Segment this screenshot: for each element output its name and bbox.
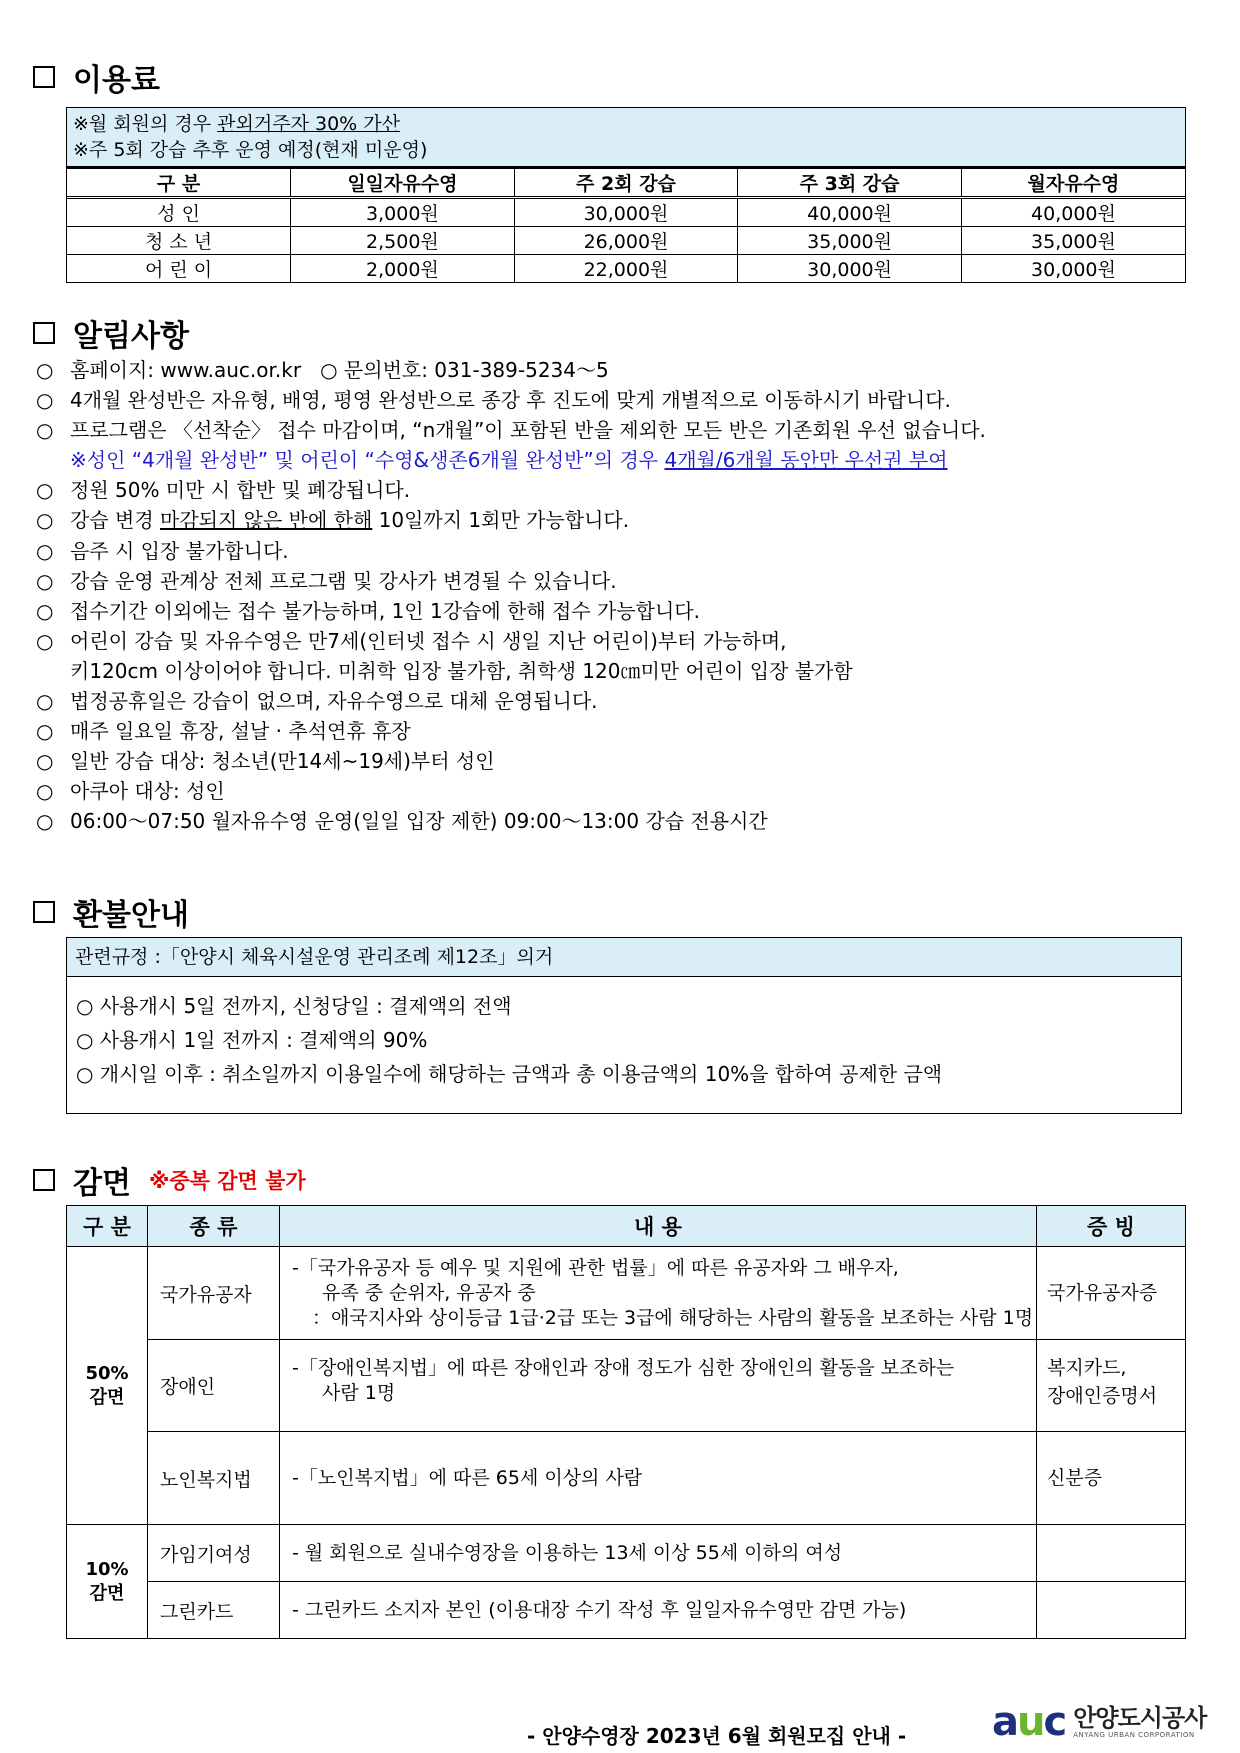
group-percent: 50%	[85, 1362, 129, 1384]
discount-kind: 가임기여성	[148, 1525, 280, 1582]
discount-kind: 그린카드	[148, 1582, 280, 1639]
proof-line: 복지카드,	[1047, 1357, 1127, 1379]
proof-line: 장애인증명서	[1047, 1385, 1158, 1407]
contact-text: ○ 문의번호: 031-389-5234～5	[320, 358, 609, 382]
fee-cell: 40,000원	[961, 198, 1185, 227]
list-item	[36, 626, 1216, 656]
fee-cell: 35,000원	[961, 227, 1185, 255]
refund-rule: 관련규정 :「안양시 체육시설운영 관리조례 제12조」의거	[67, 938, 1181, 977]
fee-note-1-underlined: 관외거주자 30% 가산	[217, 113, 400, 135]
fee-header-category: 구 분	[67, 169, 291, 198]
fee-header-twice: 주 2회 강습	[514, 169, 738, 198]
section-title-text: 감면	[73, 1166, 131, 1201]
fee-notes	[67, 108, 1185, 168]
fee-cell: 30,000원	[514, 198, 738, 227]
bullet-circle-icon: ○	[36, 418, 54, 443]
fee-table-box	[66, 107, 1186, 283]
discount-proof	[1037, 1525, 1186, 1582]
discount-header-group: 구 분	[67, 1206, 148, 1247]
priority-note	[36, 445, 1216, 475]
fee-cell: 2,000원	[291, 255, 515, 283]
fee-cell: 30,000원	[961, 255, 1185, 283]
group-label: 감면	[89, 1386, 125, 1408]
fee-cell: 어 린 이	[67, 255, 291, 283]
table-row	[67, 255, 1185, 283]
homepage-text: 홈페이지: www.auc.or.kr	[70, 358, 302, 382]
bullet-circle-icon: ○	[36, 388, 54, 413]
table-row	[67, 1247, 1186, 1340]
fee-cell: 26,000원	[514, 227, 738, 255]
discount-content	[280, 1340, 1037, 1432]
notice-underlined: 마감되지 않은 반에 한해	[160, 508, 373, 533]
list-item	[36, 355, 1216, 385]
bullet-circle-icon: ○	[36, 809, 54, 834]
footer-text: - 안양수영장 2023년 6월 회원모집 안내 -	[527, 1724, 907, 1748]
refund-box	[66, 937, 1182, 1114]
notice-text: 어린이 강습 및 자유수영은 만7세(인터넷 접수 시 생일 지난 어린이)부터 가능하며,	[70, 628, 787, 653]
logo-english-name: ANYANG URBAN CORPORATION	[1073, 1731, 1195, 1739]
refund-items	[67, 977, 1181, 1103]
logo-text	[1073, 1705, 1206, 1739]
bullet-circle-icon: ○	[36, 358, 54, 382]
notice-text: 10일까지 1회만 가능합니다.	[372, 508, 630, 533]
notice-list	[36, 355, 1216, 837]
section-title-text: 환불안내	[73, 898, 189, 933]
fee-cell: 35,000원	[738, 227, 962, 255]
table-row	[67, 198, 1185, 227]
list-item	[36, 475, 1216, 505]
list-item	[36, 686, 1216, 716]
bullet-circle-icon: ○	[36, 568, 54, 593]
bullet-circle-icon: ○	[36, 628, 54, 653]
discount-kind: 장애인	[148, 1340, 280, 1432]
table-row	[67, 1582, 1186, 1639]
discount-warning-note: ※중복 감면 불가	[148, 1169, 306, 1193]
group-percent: 10%	[85, 1558, 129, 1580]
notice-text: 매주 일요일 휴장, 설날 · 추석연휴 휴장	[70, 719, 411, 744]
list-item	[36, 716, 1216, 746]
fee-note-1	[73, 111, 1179, 137]
fee-cell: 청 소 년	[67, 227, 291, 255]
fee-header-thrice: 주 3회 강습	[738, 169, 962, 198]
auc-logo	[992, 1699, 1207, 1745]
list-item	[36, 415, 1216, 445]
discount-content: - 월 회원으로 실내수영장을 이용하는 13세 이상 55세 이하의 여성	[280, 1525, 1037, 1582]
fee-header-monthly: 월자유수영	[961, 169, 1185, 198]
notice-text: 프로그램은 〈선착순〉 접수 마감이며, “n개월”이 포함된 반을 제외한 모든 반은 기존회원 우선 없습니다.	[70, 418, 986, 443]
bullet-circle-icon: ○	[36, 749, 54, 774]
section-title-refund	[33, 890, 189, 934]
list-item	[36, 806, 1216, 836]
list-item: ○ 사용개시 5일 전까지, 신청당일 : 결제액의 전액	[76, 994, 512, 1018]
list-item	[36, 505, 1216, 535]
notice-text: 일반 강습 대상: 청소년(만14세~19세)부터 성인	[70, 749, 495, 774]
checkbox-square-icon	[33, 66, 55, 88]
priority-note-text: ※성인 “4개월 완성반” 및 어린이 “수영&생존6개월 완성반”의 경우	[70, 448, 665, 473]
bullet-circle-icon: ○	[36, 719, 54, 744]
logo-korean-name: 안양도시공사	[1073, 1704, 1207, 1732]
list-item	[36, 746, 1216, 776]
checkbox-square-icon	[33, 1169, 55, 1191]
list-item	[36, 596, 1216, 626]
discount-header-content: 내 용	[280, 1206, 1037, 1247]
list-item	[36, 536, 1216, 566]
discount-group-50	[67, 1247, 148, 1525]
discount-content	[280, 1247, 1037, 1340]
bullet-circle-icon: ○	[36, 598, 54, 623]
notice-text: 정원 50% 미만 시 합반 및 폐강됩니다.	[70, 478, 411, 503]
discount-kind: 국가유공자	[148, 1247, 280, 1340]
fee-cell: 22,000원	[514, 255, 738, 283]
discount-header-row	[67, 1206, 1186, 1247]
checkbox-square-icon	[33, 901, 55, 923]
bullet-circle-icon: ○	[36, 508, 54, 533]
section-title-discount	[33, 1158, 306, 1202]
content-line: -「장애인복지법」에 따른 장애인과 장애 정도가 심한 장애인의 활동을 보조하는	[292, 1357, 955, 1379]
logo-letter-c: c	[1043, 1699, 1066, 1745]
notice-text: 음주 시 입장 불가합니다.	[70, 538, 289, 563]
fee-cell: 40,000원	[738, 198, 962, 227]
list-item: ○ 개시일 이후 : 취소일까지 이용일수에 해당하는 금액과 총 이용금액의 10%을 합하여 공제한 금액	[76, 1062, 943, 1086]
section-title-text: 이용료	[73, 63, 160, 98]
discount-proof: 국가유공자증	[1037, 1247, 1186, 1340]
discount-proof: 신분증	[1037, 1432, 1186, 1525]
fee-header-row	[67, 169, 1185, 198]
section-title-fees	[33, 55, 160, 99]
content-line: 사람 1명	[322, 1382, 396, 1404]
auc-logo-mark	[992, 1699, 1066, 1745]
fee-cell: 2,500원	[291, 227, 515, 255]
bullet-circle-icon: ○	[36, 538, 54, 563]
notice-text: 강습 변경	[70, 508, 160, 533]
section-title-notices	[33, 311, 189, 355]
fee-header-daily: 일일자유수영	[291, 169, 515, 198]
list-item	[36, 566, 1216, 596]
notice-text: 06:00～07:50 월자유수영 운영(일일 입장 제한) 09:00～13:00 강습 전용시간	[70, 809, 768, 834]
discount-content: -「노인복지법」에 따른 65세 이상의 사람	[280, 1432, 1037, 1525]
notice-text: 강습 운영 관계상 전체 프로그램 및 강사가 변경될 수 있습니다.	[70, 568, 617, 593]
list-item	[36, 776, 1216, 806]
discount-proof	[1037, 1340, 1186, 1432]
fee-cell: 30,000원	[738, 255, 962, 283]
notice-text: 4개월 완성반은 자유형, 배영, 평영 완성반으로 종강 후 진도에 맞게 개별적으로 이동하시기 바랍니다.	[70, 388, 951, 413]
group-label: 감면	[89, 1582, 125, 1604]
fee-cell: 3,000원	[291, 198, 515, 227]
discount-header-kind: 종 류	[148, 1206, 280, 1247]
table-row	[67, 1432, 1186, 1525]
checkbox-square-icon	[33, 322, 55, 344]
content-line: -「국가유공자 등 예우 및 지원에 관한 법률」에 따른 유공자와 그 배우자,	[292, 1256, 899, 1279]
notice-continuation: 키120cm 이상이어야 합니다. 미취학 입장 불가함, 취학생 120㎝미만 어린이 입장 불가함	[70, 658, 853, 683]
bullet-circle-icon: ○	[36, 478, 54, 503]
fee-table	[67, 168, 1185, 282]
logo-letter-u: u	[1017, 1699, 1044, 1745]
fee-note-2: ※주 5회 강습 추후 운영 예정(현재 미운영)	[73, 139, 428, 161]
logo-letter-a: a	[992, 1699, 1017, 1745]
discount-table	[66, 1205, 1186, 1639]
bullet-circle-icon: ○	[36, 689, 54, 714]
discount-proof	[1037, 1582, 1186, 1639]
notice-text: 아쿠아 대상: 성인	[70, 779, 225, 804]
list-item	[36, 385, 1216, 415]
fee-note-1-text: ※월 회원의 경우	[73, 113, 218, 135]
fee-cell: 성 인	[67, 198, 291, 227]
discount-header-proof: 증 빙	[1037, 1206, 1186, 1247]
priority-note-underlined: 4개월/6개월 동안만 우선권 부여	[664, 448, 948, 473]
table-row	[67, 1340, 1186, 1432]
section-title-text: 알림사항	[73, 319, 189, 354]
discount-kind: 노인복지법	[148, 1432, 280, 1525]
table-row	[67, 227, 1185, 255]
table-row	[67, 1525, 1186, 1582]
list-item: ○ 사용개시 1일 전까지 : 결제액의 90%	[76, 1028, 428, 1052]
discount-group-10	[67, 1525, 148, 1639]
notice-text: 접수기간 이외에는 접수 불가능하며, 1인 1강습에 한해 접수 가능합니다.	[70, 598, 700, 623]
bullet-circle-icon: ○	[36, 779, 54, 804]
content-line: ：애국지사와 상이등급 1급·2급 또는 3급에 해당하는 사람의 활동을 보조하는 사람 1명	[312, 1306, 1034, 1329]
notice-text: 법정공휴일은 강습이 없으며, 자유수영으로 대체 운영됩니다.	[70, 689, 598, 714]
discount-content: - 그린카드 소지자 본인 (이용대장 수기 작성 후 일일자유수영만 감면 가능)	[280, 1582, 1037, 1639]
content-line: 유족 중 순위자, 유공자 중	[322, 1281, 536, 1304]
